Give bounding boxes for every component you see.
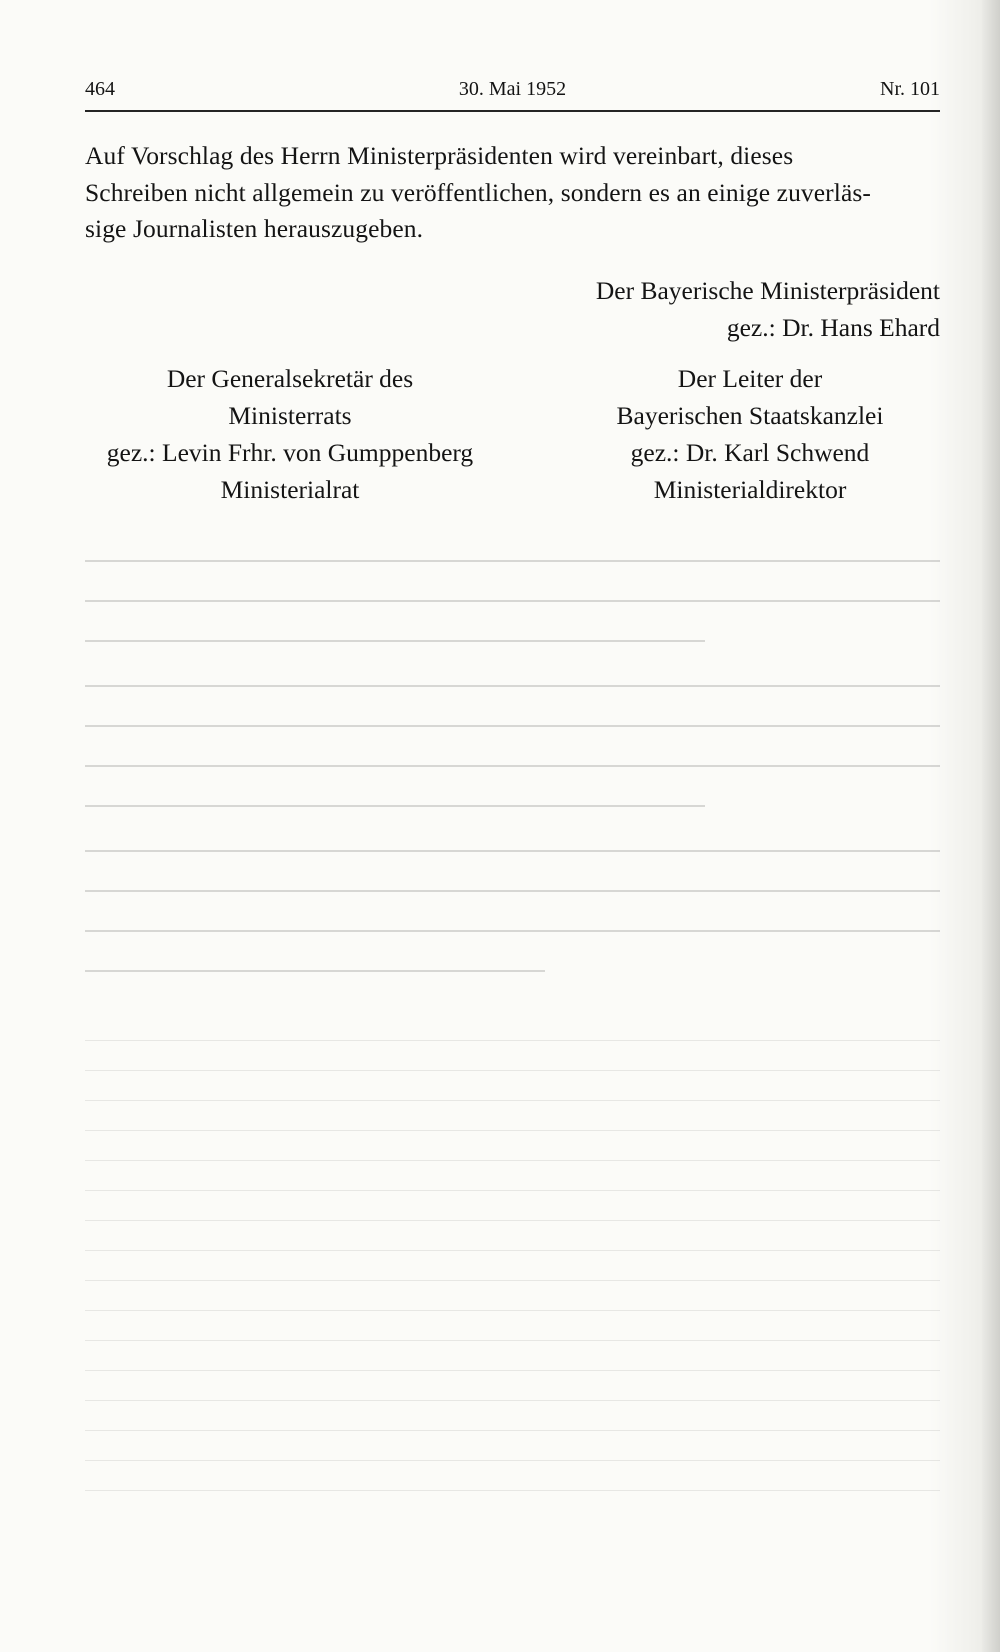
- page-edge-shadow: [982, 0, 1000, 1652]
- state-chancellery-line-4: Ministerialdirektor: [653, 475, 847, 504]
- bleed-through-line: [85, 930, 940, 932]
- bleed-through-line: [85, 850, 940, 852]
- minister-president-signature: [520, 272, 940, 346]
- bleed-through-note-line: [85, 1310, 940, 1311]
- general-secretary-line-3: gez.: Levin Frhr. von Gumppenberg: [106, 438, 474, 467]
- bleed-through-note-line: [85, 1130, 940, 1131]
- bleed-through-line: [85, 640, 705, 642]
- bleed-through-note-line: [85, 1190, 940, 1191]
- header-date: 30. Mai 1952: [458, 78, 567, 100]
- general-secretary-line-4: Ministerialrat: [220, 475, 360, 504]
- bleed-through-note-line: [85, 1400, 940, 1401]
- minister-president-signed: gez.: Dr. Hans Ehard: [726, 313, 940, 342]
- general-secretary-line-1: Der Generalsekretär des: [166, 364, 414, 393]
- general-secretary-line-2: Ministerrats: [228, 401, 352, 430]
- main-paragraph: [85, 138, 940, 248]
- state-chancellery-line-1: Der Leiter der: [677, 364, 823, 393]
- bleed-through-note-line: [85, 1340, 940, 1341]
- state-chancellery-line-2: Bayerischen Staatskanzlei: [616, 401, 884, 430]
- bleed-through-line: [85, 685, 940, 687]
- paragraph-line-1: Auf Vorschlag des Herrn Ministerpräsidenten wird vereinbart, dieses: [85, 141, 794, 170]
- bleed-through-line: [85, 560, 940, 562]
- bleed-through-note-line: [85, 1250, 940, 1251]
- general-secretary-signature: [85, 360, 495, 508]
- bleed-through-text: [85, 560, 940, 1540]
- bleed-through-line: [85, 970, 545, 972]
- bleed-through-note-line: [85, 1040, 940, 1041]
- bleed-through-note-line: [85, 1160, 940, 1161]
- bleed-through-note-line: [85, 1430, 940, 1431]
- bleed-through-line: [85, 805, 705, 807]
- bleed-through-note-line: [85, 1370, 940, 1371]
- bleed-through-note-line: [85, 1220, 940, 1221]
- bleed-through-note-line: [85, 1490, 940, 1491]
- bleed-through-line: [85, 765, 940, 767]
- bleed-through-line: [85, 725, 940, 727]
- state-chancellery-signature: [560, 360, 940, 508]
- minister-president-title: Der Bayerische Ministerpräsident: [595, 276, 940, 305]
- document-number: Nr. 101: [880, 78, 940, 100]
- page-header: [85, 76, 940, 112]
- paragraph-line-3: sige Journalisten herauszugeben.: [85, 214, 424, 243]
- state-chancellery-line-3: gez.: Dr. Karl Schwend: [630, 438, 870, 467]
- page-number: 464: [85, 78, 115, 100]
- bleed-through-note-line: [85, 1460, 940, 1461]
- bleed-through-line: [85, 890, 940, 892]
- bleed-through-note-line: [85, 1280, 940, 1281]
- bleed-through-note-line: [85, 1100, 940, 1101]
- paragraph-line-2: Schreiben nicht allgemein zu veröffentlichen, sondern es an einige zuverläs-: [85, 177, 871, 207]
- bleed-through-line: [85, 600, 940, 602]
- bleed-through-note-line: [85, 1070, 940, 1071]
